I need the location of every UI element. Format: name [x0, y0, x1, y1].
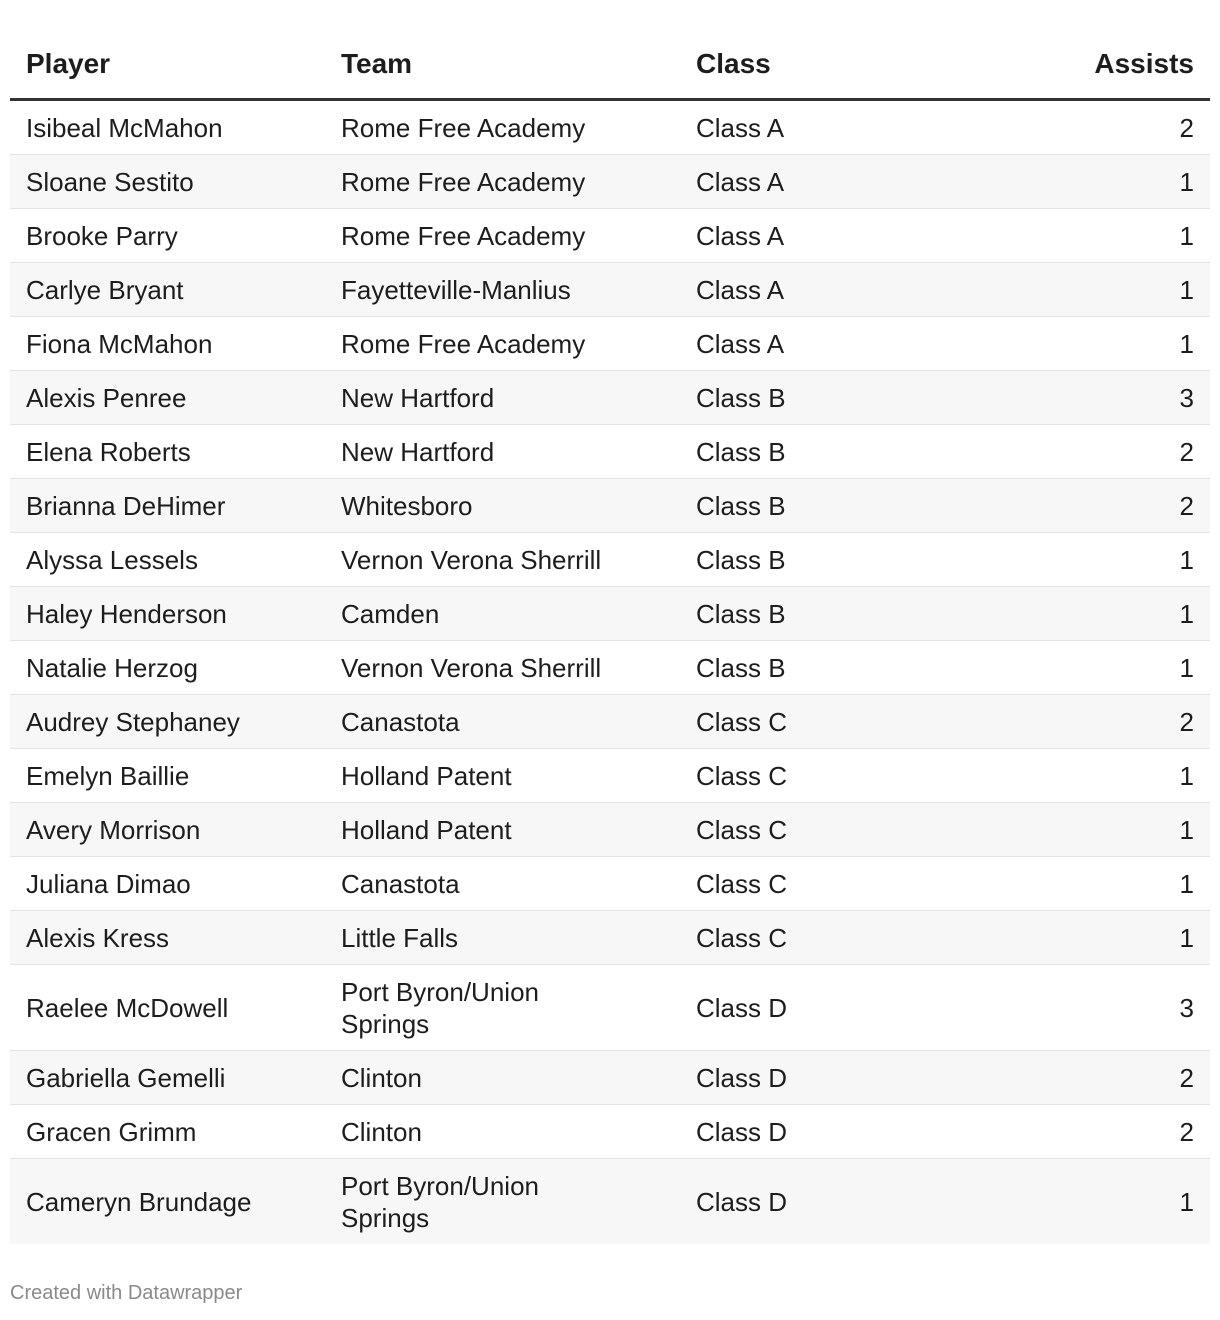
assists-cell: 3 [1010, 965, 1210, 1051]
team-cell: Whitesboro [325, 479, 680, 533]
assists-cell: 2 [1010, 1105, 1210, 1159]
assists-cell: 1 [1010, 209, 1210, 263]
table-body [10, 100, 1210, 1245]
player-cell: Fiona McMahon [10, 317, 325, 371]
table-row [10, 803, 1210, 857]
table-row [10, 371, 1210, 425]
player-cell: Elena Roberts [10, 425, 325, 479]
table-row [10, 911, 1210, 965]
table-row [10, 533, 1210, 587]
assists-cell: 1 [1010, 1159, 1210, 1245]
class-cell: Class C [680, 911, 1010, 965]
class-cell: Class B [680, 587, 1010, 641]
table-row [10, 263, 1210, 317]
assists-table-container [10, 30, 1210, 1244]
player-cell: Cameryn Brundage [10, 1159, 325, 1245]
team-cell: Clinton [325, 1105, 680, 1159]
table-row [10, 857, 1210, 911]
class-cell: Class D [680, 1105, 1010, 1159]
class-cell: Class A [680, 209, 1010, 263]
assists-cell: 1 [1010, 317, 1210, 371]
class-cell: Class D [680, 965, 1010, 1051]
header-team[interactable]: Team [325, 30, 680, 100]
player-cell: Avery Morrison [10, 803, 325, 857]
player-cell: Carlye Bryant [10, 263, 325, 317]
header-player[interactable]: Player [10, 30, 325, 100]
table-row [10, 1051, 1210, 1105]
team-cell: Camden [325, 587, 680, 641]
player-cell: Sloane Sestito [10, 155, 325, 209]
assists-cell: 1 [1010, 533, 1210, 587]
assists-cell: 3 [1010, 371, 1210, 425]
player-cell: Alexis Penree [10, 371, 325, 425]
player-cell: Gracen Grimm [10, 1105, 325, 1159]
player-cell: Isibeal McMahon [10, 100, 325, 155]
assists-cell: 2 [1010, 100, 1210, 155]
team-cell: Rome Free Academy [325, 209, 680, 263]
table-row [10, 100, 1210, 155]
team-cell: Port Byron/Union Springs [325, 1159, 680, 1245]
table-row [10, 695, 1210, 749]
datawrapper-credit[interactable]: Created with Datawrapper [10, 1282, 243, 1304]
table-row [10, 155, 1210, 209]
team-cell: Fayetteville-Manlius [325, 263, 680, 317]
class-cell: Class C [680, 803, 1010, 857]
team-cell: Little Falls [325, 911, 680, 965]
class-cell: Class B [680, 533, 1010, 587]
class-cell: Class D [680, 1051, 1010, 1105]
team-cell: Holland Patent [325, 803, 680, 857]
team-cell: Vernon Verona Sherrill [325, 641, 680, 695]
class-cell: Class B [680, 371, 1010, 425]
table-row [10, 587, 1210, 641]
table-row [10, 1105, 1210, 1159]
assists-cell: 1 [1010, 641, 1210, 695]
class-cell: Class A [680, 155, 1010, 209]
assists-cell: 2 [1010, 425, 1210, 479]
team-cell: Rome Free Academy [325, 317, 680, 371]
team-cell: New Hartford [325, 425, 680, 479]
assists-cell: 2 [1010, 479, 1210, 533]
assists-cell: 1 [1010, 803, 1210, 857]
table-header-row [10, 30, 1210, 100]
class-cell: Class A [680, 100, 1010, 155]
player-cell: Emelyn Baillie [10, 749, 325, 803]
assists-cell: 1 [1010, 857, 1210, 911]
assists-cell: 1 [1010, 749, 1210, 803]
table-row [10, 317, 1210, 371]
team-cell: Clinton [325, 1051, 680, 1105]
class-cell: Class C [680, 749, 1010, 803]
class-cell: Class B [680, 425, 1010, 479]
table-row [10, 425, 1210, 479]
class-cell: Class B [680, 641, 1010, 695]
player-cell: Juliana Dimao [10, 857, 325, 911]
player-cell: Natalie Herzog [10, 641, 325, 695]
player-cell: Raelee McDowell [10, 965, 325, 1051]
assists-cell: 2 [1010, 695, 1210, 749]
team-cell: Canastota [325, 857, 680, 911]
table-row [10, 749, 1210, 803]
team-cell: Canastota [325, 695, 680, 749]
team-cell: Rome Free Academy [325, 100, 680, 155]
class-cell: Class C [680, 857, 1010, 911]
header-class[interactable]: Class [680, 30, 1010, 100]
table-row [10, 641, 1210, 695]
assists-table [10, 30, 1210, 1244]
assists-cell: 2 [1010, 1051, 1210, 1105]
assists-cell: 1 [1010, 587, 1210, 641]
player-cell: Haley Henderson [10, 587, 325, 641]
header-assists[interactable]: Assists [1010, 30, 1210, 100]
class-cell: Class D [680, 1159, 1010, 1245]
team-cell: Vernon Verona Sherrill [325, 533, 680, 587]
class-cell: Class A [680, 317, 1010, 371]
assists-cell: 1 [1010, 263, 1210, 317]
assists-cell: 1 [1010, 155, 1210, 209]
assists-cell: 1 [1010, 911, 1210, 965]
player-cell: Audrey Stephaney [10, 695, 325, 749]
class-cell: Class B [680, 479, 1010, 533]
team-cell: Rome Free Academy [325, 155, 680, 209]
class-cell: Class A [680, 263, 1010, 317]
class-cell: Class C [680, 695, 1010, 749]
team-cell: Holland Patent [325, 749, 680, 803]
table-row [10, 1159, 1210, 1245]
player-cell: Alexis Kress [10, 911, 325, 965]
player-cell: Brooke Parry [10, 209, 325, 263]
player-cell: Gabriella Gemelli [10, 1051, 325, 1105]
table-row [10, 479, 1210, 533]
table-row [10, 965, 1210, 1051]
team-cell: Port Byron/Union Springs [325, 965, 680, 1051]
table-row [10, 209, 1210, 263]
team-cell: New Hartford [325, 371, 680, 425]
player-cell: Alyssa Lessels [10, 533, 325, 587]
player-cell: Brianna DeHimer [10, 479, 325, 533]
